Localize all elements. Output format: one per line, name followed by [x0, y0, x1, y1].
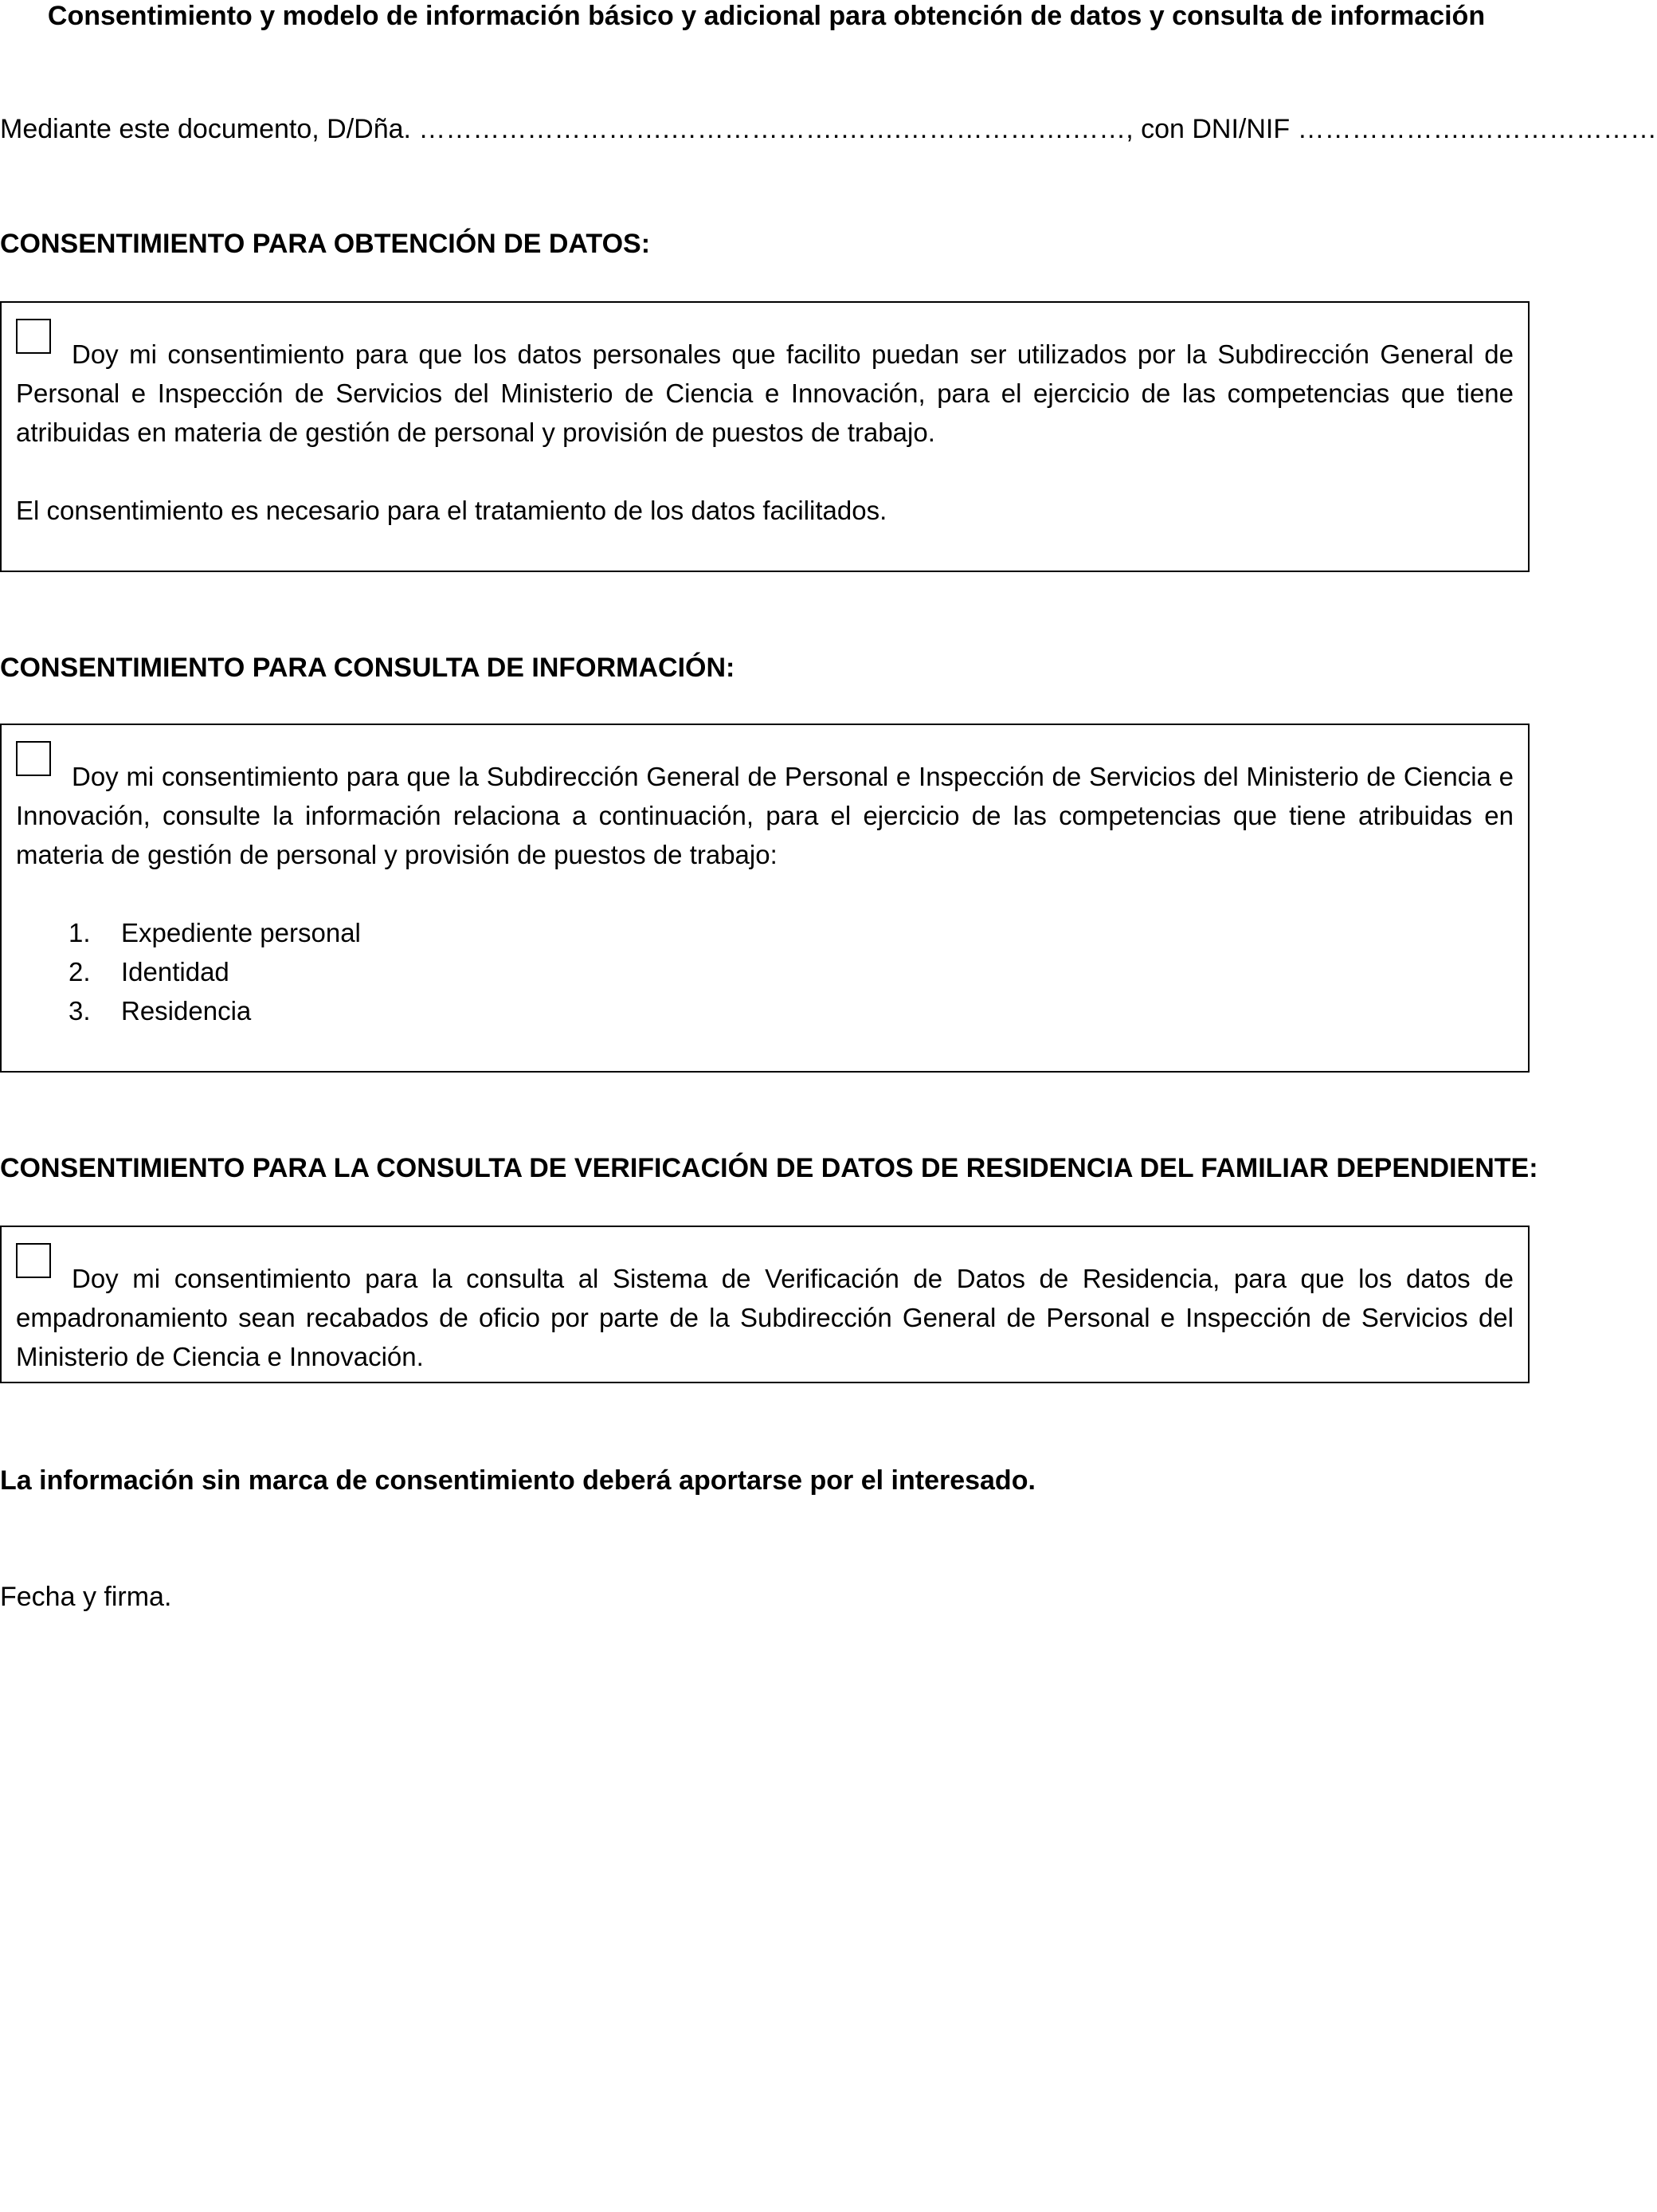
list-item-number: 2. — [69, 957, 91, 986]
list-item-number: 1. — [69, 918, 91, 947]
list-item — [16, 952, 1514, 991]
list-item-label: Expediente personal — [121, 918, 361, 947]
id-field[interactable]: ……………….………………… — [1297, 114, 1657, 144]
section2-text: Doy mi consentimiento para que la Subdirección General de Personal e Inspección de Servicios del Ministerio de Ciencia e Innovación, consulte la información relaciona a continuación, para el ejercicio de las competencias que tiene atribuidas en materia de gestión de personal y provisión de puestos de trabajo: — [16, 762, 1514, 869]
section1-heading: CONSENTIMIENTO PARA OBTENCIÓN DE DATOS: — [0, 229, 651, 259]
section3-paragraph — [16, 1251, 1514, 1376]
information-list — [16, 913, 1514, 1030]
list-item-number: 3. — [69, 996, 91, 1026]
section2-paragraph — [16, 749, 1514, 874]
section1-consent-checkbox[interactable] — [16, 319, 51, 354]
closing-statement: La información sin marca de consentimiento deberá aportarse por el interesado. — [0, 1465, 1036, 1496]
list-item — [16, 913, 1514, 952]
signature-line[interactable]: Fecha y firma. — [0, 1582, 172, 1612]
intro-middle: , con DNI/NIF — [1126, 114, 1298, 144]
section1-box — [0, 301, 1530, 572]
section3-heading: CONSENTIMIENTO PARA LA CONSULTA DE VERIFICACIÓN DE DATOS DE RESIDENCIA DEL FAMILIAR DEPENDIENTE: — [0, 1153, 1538, 1183]
document-title: Consentimiento y modelo de información básico y adicional para obtención de datos y consulta de información — [47, 1, 1486, 31]
section3-text: Doy mi consentimiento para la consulta al Sistema de Verificación de Datos de Residencia, para que los datos de empadronamiento sean recabados de oficio por parte de la Subdirección General de Personal e Inspección de Servicios del Ministerio de Ciencia e Innovación. — [16, 1264, 1514, 1371]
section1-text: Doy mi consentimiento para que los datos personales que facilito puedan ser utilizados por la Subdirección General de Personal e Inspección de Servicios del Ministerio de Ciencia e Innovación, para el ejercicio de las competencias que tiene atribuidas en materia de gestión de personal y provisión de puestos de trabajo. — [16, 339, 1514, 447]
section2-heading: CONSENTIMIENTO PARA CONSULTA DE INFORMACIÓN: — [0, 653, 735, 683]
section1-paragraph — [16, 327, 1514, 452]
name-field[interactable]: ……………………….……………….…….……………….…… — [418, 114, 1126, 144]
section3-box — [0, 1226, 1530, 1383]
intro-prefix: Mediante este documento, D/Dña. — [0, 114, 419, 144]
section3-consent-checkbox[interactable] — [16, 1243, 51, 1278]
intro-line — [0, 113, 1657, 145]
list-item-label: Identidad — [121, 957, 229, 986]
section2-consent-checkbox[interactable] — [16, 741, 51, 776]
list-item — [16, 991, 1514, 1030]
section1-note: El consentimiento es necesario para el tratamiento de los datos facilitados. — [16, 496, 887, 525]
section2-box — [0, 724, 1530, 1073]
list-item-label: Residencia — [121, 996, 252, 1026]
